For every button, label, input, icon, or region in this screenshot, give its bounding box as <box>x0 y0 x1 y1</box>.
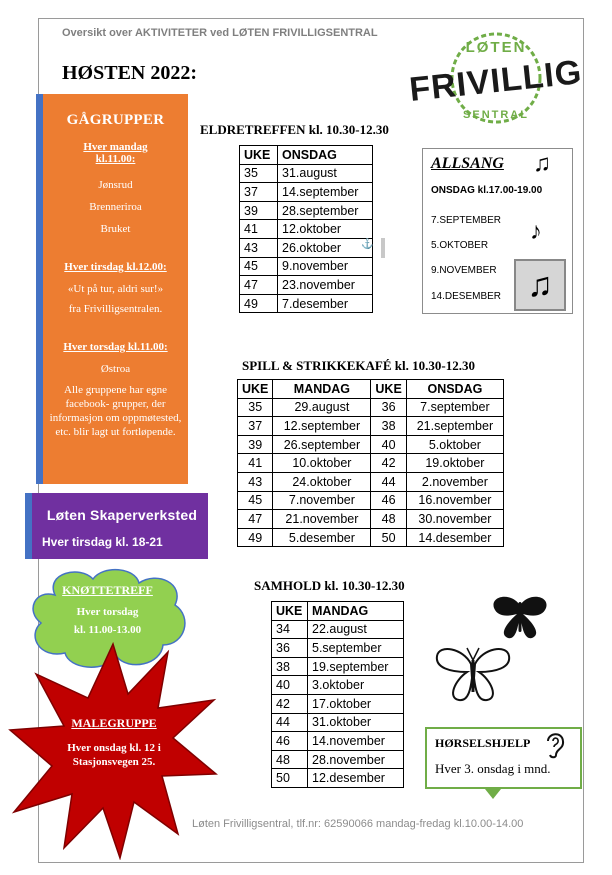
logo-main-text: FRIVILLIG <box>407 53 584 109</box>
header-onsdag: ONSDAG <box>406 380 503 399</box>
table-cell: 7.november <box>273 491 371 510</box>
table-row <box>238 417 504 436</box>
malegruppe-line2: Stasjonsvegen 25. <box>72 756 156 768</box>
table-cell: 12.desember <box>308 769 404 788</box>
allsang-date-4: 14.DESEMBER <box>431 291 502 302</box>
table-cell: 40 <box>272 676 308 695</box>
table-cell: 36 <box>371 398 406 417</box>
table-cell: 50 <box>272 769 308 788</box>
thursday-place: Østroa <box>100 363 131 375</box>
table-cell: 5.desember <box>273 528 371 547</box>
table-cell: 29.august <box>273 398 371 417</box>
table-cell: 35 <box>240 164 278 183</box>
tuesday-heading: Hver tirsdag kl.12.00: <box>64 261 167 273</box>
table-header-row <box>240 146 373 165</box>
table-row <box>272 620 404 639</box>
table-cell: 49 <box>238 528 273 547</box>
table-cell: 44 <box>272 713 308 732</box>
table-cell: 43 <box>238 472 273 491</box>
header-uke: UKE <box>240 146 278 165</box>
table-cell: 21.september <box>406 417 503 436</box>
table-row <box>272 657 404 676</box>
header-uke-2: UKE <box>371 380 406 399</box>
table-cell: 47 <box>240 276 278 295</box>
table-row <box>240 276 373 295</box>
header-mandag: MANDAG <box>273 380 371 399</box>
table-row <box>272 750 404 769</box>
table-cell: 38 <box>272 657 308 676</box>
season-title: HØSTEN 2022: <box>62 62 198 84</box>
skaperverksted-box <box>25 493 208 559</box>
table-cell: 41 <box>238 454 273 473</box>
table-cell: 44 <box>371 472 406 491</box>
table-cell: 50 <box>371 528 406 547</box>
table-cell: 7.desember <box>278 294 373 313</box>
table-row <box>240 238 373 257</box>
table-row <box>238 510 504 529</box>
table-row <box>238 454 504 473</box>
knottetreff-day: Hver torsdag <box>76 606 139 618</box>
table-cell: 31.oktober <box>308 713 404 732</box>
scroll-marker <box>381 238 385 258</box>
table-cell: 42 <box>272 694 308 713</box>
table-cell: 48 <box>371 510 406 529</box>
page-header: Oversikt over AKTIVITETER ved LØTEN FRIVILLIGSENTRAL <box>62 27 378 39</box>
table-cell: 19.september <box>308 657 404 676</box>
butterfly-outline-icon <box>433 642 513 704</box>
table-cell: 28.september <box>278 201 373 220</box>
header-uke: UKE <box>272 602 308 621</box>
table-cell: 46 <box>371 491 406 510</box>
table-cell: 39 <box>240 201 278 220</box>
allsang-date-2: 5.OKTOBER <box>431 240 489 251</box>
skaperverksted-time: Hver tirsdag kl. 18-21 <box>42 535 163 549</box>
table-cell: 41 <box>240 220 278 239</box>
table-row <box>272 694 404 713</box>
table-cell: 2.november <box>406 472 503 491</box>
table-cell: 16.november <box>406 491 503 510</box>
skaperverksted-title: Løten Skaperverksted <box>46 507 198 523</box>
table-row <box>272 732 404 751</box>
music-notes-icon: ♫ <box>533 150 551 177</box>
knottetreff-title: KNØTTETREFF <box>62 583 153 597</box>
table-cell: 43 <box>240 238 278 257</box>
table-row <box>272 639 404 658</box>
table-cell: 12.oktober <box>278 220 373 239</box>
tuesday-line2: fra Frivilligsentralen. <box>68 303 163 315</box>
header-onsdag: ONSDAG <box>278 146 373 165</box>
table-row <box>238 472 504 491</box>
table-cell: 35 <box>238 398 273 417</box>
butterfly-black-icon <box>488 594 550 642</box>
table-cell: 14.desember <box>406 528 503 547</box>
gagrupper-box <box>36 94 188 484</box>
table-row <box>240 294 373 313</box>
table-cell: 23.november <box>278 276 373 295</box>
spill-title: SPILL & STRIKKEKAFÉ kl. 10.30-12.30 <box>242 358 475 373</box>
logo-top-text: LØTEN <box>465 39 527 56</box>
table-header-row <box>238 380 504 399</box>
allsang-title: ALLSANG <box>431 155 504 172</box>
table-header-row <box>272 602 404 621</box>
table-row <box>272 769 404 788</box>
table-row <box>240 183 373 202</box>
eldretreffen-title: ELDRETREFFEN kl. 10.30-12.30 <box>200 122 389 137</box>
malegruppe-line1: Hver onsdag kl. 12 i <box>67 742 161 754</box>
table-cell: 26.oktober <box>278 238 373 257</box>
table-cell: 9.november <box>278 257 373 276</box>
header-mandag: MANDAG <box>308 602 404 621</box>
gagrupper-title: GÅGRUPPER <box>66 112 165 128</box>
horsel-text: Hver 3. onsdag i mnd. <box>435 761 551 776</box>
table-cell: 47 <box>238 510 273 529</box>
table-cell: 3.oktober <box>308 676 404 695</box>
eldretreffen-table <box>239 145 373 313</box>
table-row <box>238 435 504 454</box>
malegruppe-text <box>48 716 180 769</box>
table-cell: 14.september <box>278 183 373 202</box>
spill-table <box>237 379 504 547</box>
horsel-title: HØRSELSHJELP <box>435 736 531 750</box>
logo-bottom-text: SENTRAL <box>463 109 529 121</box>
place-bruket: Bruket <box>100 223 131 235</box>
table-cell: 38 <box>371 417 406 436</box>
table-cell: 5.oktober <box>406 435 503 454</box>
table-cell: 45 <box>238 491 273 510</box>
allsang-date-3: 9.NOVEMBER <box>431 265 497 276</box>
table-cell: 42 <box>371 454 406 473</box>
table-cell: 30.november <box>406 510 503 529</box>
table-cell: 49 <box>240 294 278 313</box>
music-note-icon: ♪ <box>530 218 542 245</box>
place-jonsrud: Jønsrud <box>98 179 133 191</box>
anchor-icon: ⚓ <box>361 239 374 250</box>
place-brenneriroa: Brenneriroa <box>89 201 142 213</box>
allsang-date-1: 7.SEPTEMBER <box>431 215 502 226</box>
ear-icon <box>542 729 568 759</box>
page-footer: Løten Frivilligsentral, tlf.nr: 62590066 mandag-fredag kl.10.00-14.00 <box>192 818 524 830</box>
table-row <box>238 491 504 510</box>
table-cell: 40 <box>371 435 406 454</box>
header-uke-1: UKE <box>238 380 273 399</box>
table-cell: 21.november <box>273 510 371 529</box>
knottetreff-text <box>40 583 175 636</box>
allsang-time: ONSDAG kl.17.00-19.00 <box>431 185 543 196</box>
table-cell: 22.august <box>308 620 404 639</box>
table-row <box>240 164 373 183</box>
table-cell: 12.september <box>273 417 371 436</box>
gagrupper-note: Alle gruppene har egne facebook- grupper, der informasjon om oppmøtested, etc. blir lagt ut fortløpende. <box>49 384 182 438</box>
malegruppe-title: MALEGRUPPE <box>71 716 157 730</box>
table-cell: 39 <box>238 435 273 454</box>
table-cell: 37 <box>240 183 278 202</box>
table-row <box>238 528 504 547</box>
table-cell: 34 <box>272 620 308 639</box>
table-cell: 24.oktober <box>273 472 371 491</box>
table-row <box>238 398 504 417</box>
table-row <box>240 257 373 276</box>
thursday-heading: Hver torsdag kl.11.00: <box>63 341 168 353</box>
table-cell: 28.november <box>308 750 404 769</box>
tuesday-line1: «Ut på tur, aldri sur!» <box>67 283 164 295</box>
table-cell: 5.september <box>308 639 404 658</box>
table-row <box>240 201 373 220</box>
frivillig-logo <box>404 28 584 130</box>
table-cell: 46 <box>272 732 308 751</box>
table-cell: 7.september <box>406 398 503 417</box>
table-cell: 45 <box>240 257 278 276</box>
table-cell: 48 <box>272 750 308 769</box>
table-cell: 10.oktober <box>273 454 371 473</box>
table-row <box>272 713 404 732</box>
table-row <box>240 220 373 239</box>
table-cell: 36 <box>272 639 308 658</box>
knottetreff-time: kl. 11.00-13.00 <box>73 624 142 636</box>
callout-pointer <box>485 789 501 799</box>
table-cell: 26.september <box>273 435 371 454</box>
samhold-table <box>271 601 404 788</box>
table-cell: 31.august <box>278 164 373 183</box>
samhold-title: SAMHOLD kl. 10.30-12.30 <box>254 578 405 593</box>
table-cell: 17.oktober <box>308 694 404 713</box>
monday-heading: Hver mandag kl.11.00: <box>83 141 148 165</box>
table-cell: 37 <box>238 417 273 436</box>
table-row <box>272 676 404 695</box>
table-cell: 14.november <box>308 732 404 751</box>
table-cell: 19.oktober <box>406 454 503 473</box>
music-notes-box-icon: ♫ <box>514 259 566 311</box>
